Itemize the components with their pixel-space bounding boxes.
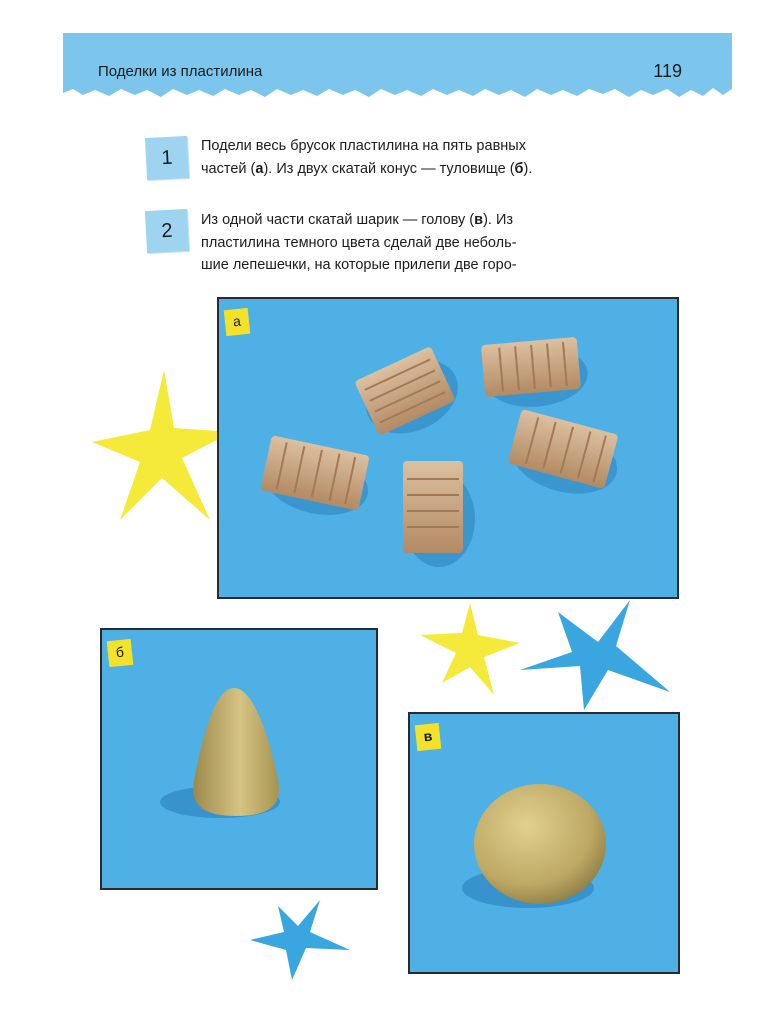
step-2-line-1 — [201, 209, 517, 232]
yellow-star-icon — [420, 603, 520, 695]
text-run: Из одной части скатай шарик — голову ( — [201, 212, 475, 228]
page-header — [63, 33, 732, 101]
photo-label-a: а — [224, 308, 251, 336]
plasticine-ball-image — [410, 714, 680, 974]
yellow-star-icon — [92, 370, 232, 530]
text-run: ). Из — [483, 212, 514, 228]
ref-a: а — [255, 160, 264, 177]
photo-a — [217, 297, 679, 599]
header-title: Поделки из пластилина — [98, 63, 263, 80]
text-run: ). — [523, 160, 533, 177]
ref-b: б — [514, 160, 524, 177]
step-2-line-3: шие лепешечки, на которые прилепи две горо- — [201, 257, 517, 273]
photo-b — [100, 628, 378, 890]
text-run: частей ( — [201, 160, 256, 177]
step-2-line-2: пластилина темного цвета сделай две неболь- — [201, 234, 517, 251]
plasticine-blocks-image — [219, 299, 679, 599]
step-2-text — [201, 209, 517, 277]
photo-v — [408, 712, 680, 974]
page-number: 119 — [653, 61, 682, 81]
step-1-line-1: Подели весь брусок пластилина на пять равных — [201, 138, 526, 154]
step-number-badge: 2 — [145, 209, 189, 253]
photo-label-b: б — [107, 639, 134, 667]
step-number-badge: 1 — [145, 136, 189, 180]
text-run: ). Из двух скатай конус — туловище ( — [263, 160, 515, 177]
step-1-line-2 — [201, 158, 532, 181]
ref-v: в — [474, 212, 484, 228]
plasticine-cone-image — [102, 630, 378, 890]
blue-star-icon — [250, 900, 350, 980]
blue-star-icon — [520, 600, 670, 710]
photo-label-v: в — [415, 723, 442, 751]
step-1-text — [201, 135, 532, 180]
